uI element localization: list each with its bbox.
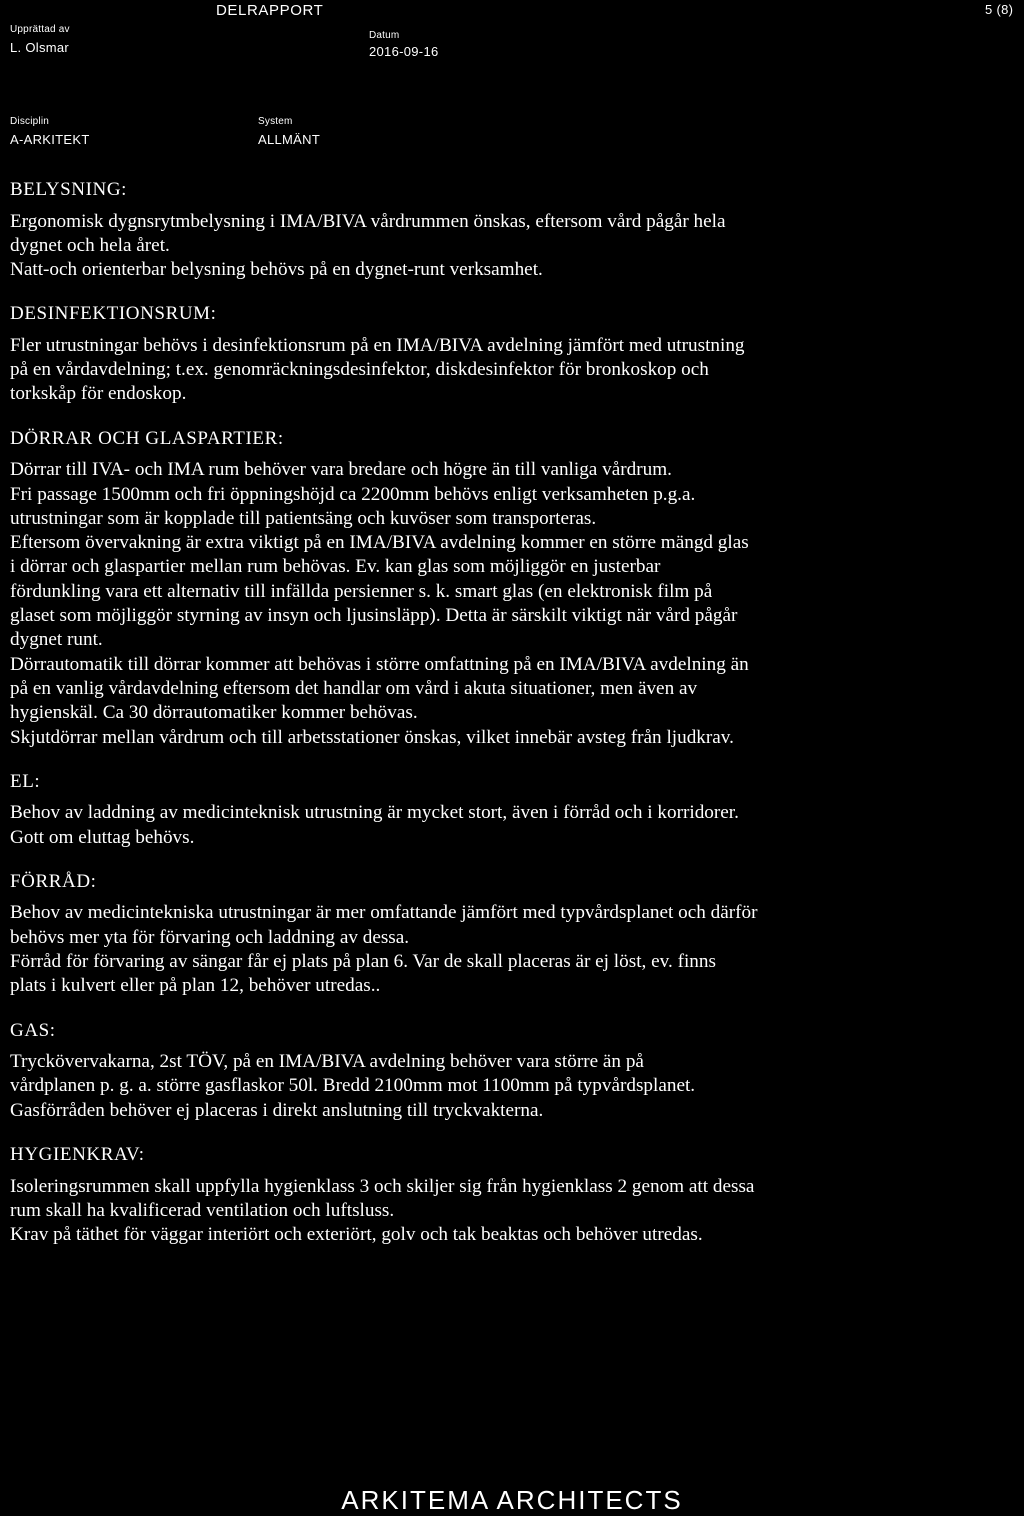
section-heading: HYGIENKRAV: — [10, 1144, 145, 1166]
paragraph-line: Tryckövervakarna, 2st TÖV, på en IMA/BIVA avdelning behöver vara större än på — [10, 1051, 644, 1073]
paragraph-line: på en vanlig vårdavdelning eftersom det handlar om vård i akuta situationer, men även av — [10, 677, 698, 699]
paragraph-line: glaset som möjliggör styrning av insyn och ljusinsläpp). Detta är särskilt viktigt när vård pågår — [10, 605, 738, 627]
paragraph-line: utrustningar som är kopplade till patientsäng och kuvöser som transporteras. — [10, 507, 597, 529]
paragraph-line: vårdplanen p. g. a. större gasflaskor 50l. Bredd 2100mm mot 1100mm på typvårdsplanet. — [10, 1075, 696, 1097]
date-label: Datum — [369, 30, 400, 41]
arkitema-logo: ARKITEMA ARCHITECTS — [341, 1485, 683, 1515]
paragraph-line: Ergonomisk dygnsrytmbelysning i IMA/BIVA vårdrummen önskas, eftersom vård pågår hela — [10, 210, 726, 232]
section-heading: GAS: — [10, 1019, 56, 1041]
paragraph-line: behövs mer yta för förvaring och laddning av dessa. — [10, 926, 410, 948]
section-forrad — [10, 870, 1016, 999]
paragraph-line: Fler utrustningar behövs i desinfektionsrum på en IMA/BIVA avdelning jämfört med utrustning — [10, 334, 745, 356]
paragraph-line: Behov av medicintekniska utrustningar är mer omfattande jämfört med typvårdsplanet och därför — [10, 902, 758, 924]
document-type: DELRAPPORT — [216, 2, 324, 19]
paragraph-line: Förråd för förvaring av sängar får ej plats på plan 6. Var de skall placeras är ej löst, ev. finns — [10, 951, 716, 973]
section-hygienkrav — [10, 1143, 1016, 1247]
section-desinfektionsrum — [10, 302, 1016, 406]
discipline-value: A-ARKITEKT — [10, 132, 90, 147]
paragraph-line: Gasförråden behöver ej placeras i direkt anslutning till tryckvakterna. — [10, 1099, 544, 1121]
paragraph-line: hygienskäl. Ca 30 dörrautomatiker kommer behövas. — [10, 702, 418, 724]
paragraph-line: Isoleringsrummen skall uppfylla hygienklass 3 och skiljer sig från hygienklass 2 genom att dessa — [10, 1175, 755, 1197]
section-gas — [10, 1019, 1016, 1123]
section-heading: DESINFEKTIONSRUM: — [10, 303, 217, 325]
paragraph-line: Skjutdörrar mellan vårdrum och till arbetsstationer önskas, vilket innebär avsteg från ljudkrav. — [10, 726, 734, 748]
section-heading: DÖRRAR OCH GLASPARTIER: — [10, 427, 284, 449]
paragraph-line: Krav på täthet för väggar interiört och exteriört, golv och tak beaktas och behöver utredas. — [10, 1224, 703, 1246]
section-dorrar-och-glaspartier — [10, 427, 1016, 750]
paragraph-line: Gott om eluttag behövs. — [10, 826, 195, 848]
prepared-by-value: L. Olsmar — [10, 40, 70, 55]
paragraph-line: Behov av laddning av medicinteknisk utrustning är mycket stort, även i förråd och i korridorer. — [10, 802, 739, 824]
paragraph-line: fördunkling vara ett alternativ till infällda persienner s. k. smart glas (en elektronisk film på — [10, 580, 713, 602]
system-value: ALLMÄNT — [258, 132, 321, 147]
prepared-by-label: Upprättad av — [10, 24, 70, 35]
paragraph-line: Fri passage 1500mm och fri öppningshöjd ca 2200mm behövs enligt verksamheten p.g.a. — [10, 483, 696, 505]
paragraph-line: dygnet och hela året. — [10, 234, 170, 256]
page-number: 5 (8) — [985, 2, 1014, 17]
section-el — [10, 770, 1016, 850]
system-label: System — [258, 116, 293, 127]
date-value: 2016-09-16 — [369, 44, 439, 59]
paragraph-line: Eftersom övervakning är extra viktigt på en IMA/BIVA avdelning kommer en större mängd glas — [10, 532, 749, 554]
paragraph-line: Dörrautomatik till dörrar kommer att behövas i större omfattning på en IMA/BIVA avdelning än — [10, 653, 749, 675]
discipline-label: Disciplin — [10, 116, 50, 127]
section-belysning — [10, 178, 1016, 282]
paragraph-line: Dörrar till IVA- och IMA rum behöver vara bredare och högre än till vanliga vårdrum. — [10, 459, 672, 481]
paragraph-line: torkskåp för endoskop. — [10, 383, 187, 405]
section-heading: EL: — [10, 770, 41, 792]
section-heading: BELYSNING: — [10, 179, 128, 200]
paragraph-line: dygnet runt. — [10, 629, 103, 651]
paragraph-line: i dörrar och glaspartier mellan rum behövas. Ev. kan glas som möjliggör en justerbar — [10, 556, 661, 578]
section-heading: FÖRRÅD: — [10, 870, 97, 892]
paragraph-line: Natt-och orienterbar belysning behövs på en dygnet-runt verksamhet. — [10, 259, 543, 281]
document-body — [10, 178, 1016, 1267]
paragraph-line: plats i kulvert eller på plan 12, behöver utredas.. — [10, 975, 381, 997]
paragraph-line: rum skall ha kvalificerad ventilation och luftsluss. — [10, 1199, 395, 1221]
paragraph-line: på en vårdavdelning; t.ex. genomräckningsdesinfektor, diskdesinfektor för bronkoskop och — [10, 359, 709, 381]
